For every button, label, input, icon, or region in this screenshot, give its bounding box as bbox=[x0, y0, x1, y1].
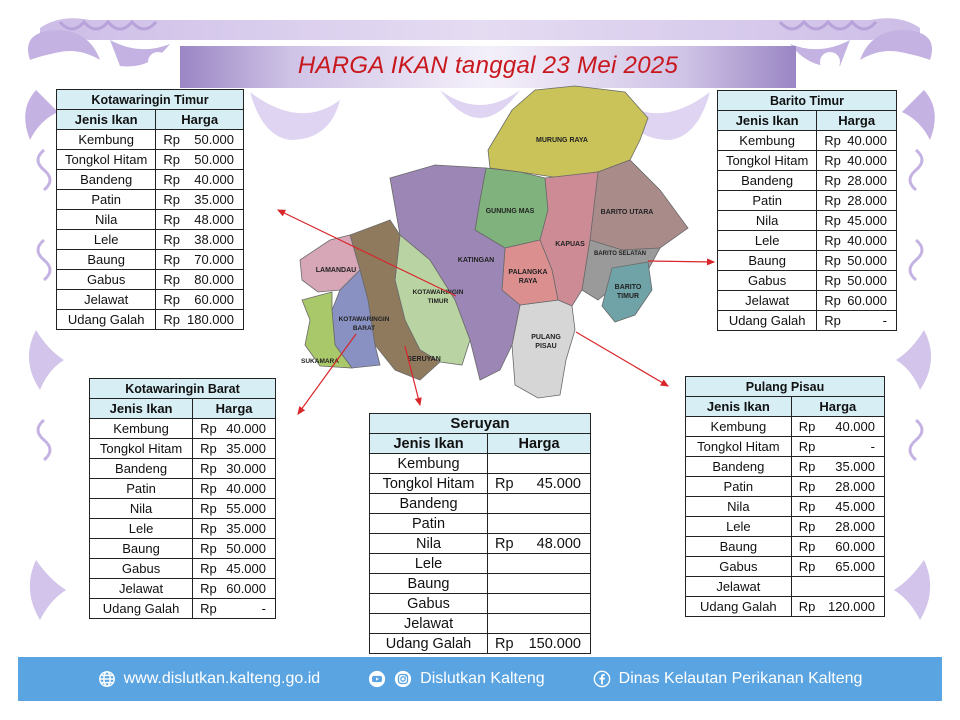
price-value: 38.000 bbox=[194, 232, 234, 247]
price-table-kobar bbox=[89, 378, 276, 619]
currency-label: Rp bbox=[798, 559, 816, 574]
price-value: 60.000 bbox=[847, 293, 887, 308]
table-row bbox=[90, 459, 276, 479]
fish-name: Jelawat bbox=[57, 290, 156, 310]
price-cell bbox=[817, 151, 897, 171]
instagram-icon bbox=[394, 670, 412, 688]
table-row bbox=[370, 634, 591, 654]
currency-label: Rp bbox=[200, 581, 217, 596]
price-value: 80.000 bbox=[194, 272, 234, 287]
facebook-icon bbox=[593, 670, 611, 688]
footer-website[interactable] bbox=[98, 670, 321, 688]
table-row bbox=[686, 557, 885, 577]
fish-name: Kembung bbox=[90, 419, 193, 439]
price-value: 65.000 bbox=[835, 559, 875, 574]
price-cell bbox=[156, 170, 244, 190]
currency-label: Rp bbox=[824, 133, 841, 148]
price-cell bbox=[156, 230, 244, 250]
price-cell bbox=[791, 457, 884, 477]
fish-name: Patin bbox=[686, 477, 792, 497]
currency-label: Rp bbox=[163, 272, 180, 287]
table-row bbox=[57, 190, 244, 210]
footer-website-text: www.dislutkan.kalteng.go.id bbox=[123, 670, 321, 687]
currency-label: Rp bbox=[798, 599, 816, 614]
price-cell bbox=[193, 499, 276, 519]
price-cell bbox=[791, 417, 884, 437]
price-cell bbox=[791, 477, 884, 497]
fish-name: Jelawat bbox=[686, 577, 792, 597]
map-label-barito-selatan: BARITO SELATAN bbox=[594, 251, 646, 257]
price-value: 28.000 bbox=[835, 479, 875, 494]
price-value: 45.000 bbox=[835, 499, 875, 514]
fish-name: Nila bbox=[57, 210, 156, 230]
price-value: 60.000 bbox=[226, 581, 266, 596]
table-row bbox=[370, 474, 591, 494]
table-row bbox=[57, 230, 244, 250]
table-row bbox=[57, 310, 244, 330]
fish-name: Gabus bbox=[90, 559, 193, 579]
currency-label: Rp bbox=[200, 461, 217, 476]
map-label-barito-timur-2: TIMUR bbox=[616, 293, 640, 300]
map-label-seruyan: SERUYAN bbox=[407, 356, 441, 363]
map-label-palangka-raya-2: RAYA bbox=[518, 278, 538, 285]
col-header-fish: Jenis Ikan bbox=[57, 110, 156, 130]
fish-name: Bandeng bbox=[718, 171, 817, 191]
price-cell bbox=[156, 130, 244, 150]
table-row bbox=[90, 599, 276, 619]
fish-name: Baung bbox=[370, 574, 488, 594]
currency-label: Rp bbox=[163, 232, 180, 247]
fish-name: Lele bbox=[57, 230, 156, 250]
footer-facebook[interactable] bbox=[593, 670, 863, 688]
map-label-lamandau: LAMANDAU bbox=[315, 267, 357, 274]
price-cell bbox=[488, 534, 591, 554]
fish-name: Bandeng bbox=[57, 170, 156, 190]
price-value: 50.000 bbox=[194, 152, 234, 167]
table-row bbox=[686, 497, 885, 517]
price-cell bbox=[791, 497, 884, 517]
currency-label: Rp bbox=[200, 561, 217, 576]
map-label-kotim-1: KOTAWARINGIN bbox=[412, 289, 464, 296]
fish-name: Baung bbox=[90, 539, 193, 559]
price-cell bbox=[156, 270, 244, 290]
price-cell bbox=[488, 554, 591, 574]
map-label-kobar-1: KOTAWARINGIN bbox=[338, 316, 390, 323]
price-value: 35.000 bbox=[194, 192, 234, 207]
currency-label: Rp bbox=[495, 635, 514, 652]
map-label-sukamara: SUKAMARA bbox=[301, 358, 339, 365]
fish-name: Tongkol Hitam bbox=[57, 150, 156, 170]
fish-name: Lele bbox=[718, 231, 817, 251]
fish-name: Tongkol Hitam bbox=[90, 439, 193, 459]
price-value: 55.000 bbox=[226, 501, 266, 516]
price-value: 48.000 bbox=[536, 535, 581, 552]
price-value: - bbox=[870, 439, 875, 454]
price-value: 40.000 bbox=[194, 172, 234, 187]
price-cell bbox=[193, 479, 276, 499]
price-cell bbox=[791, 557, 884, 577]
price-value: 30.000 bbox=[226, 461, 266, 476]
fish-name: Jelawat bbox=[90, 579, 193, 599]
currency-label: Rp bbox=[824, 313, 841, 328]
youtube-icon bbox=[368, 670, 386, 688]
table-row bbox=[718, 191, 897, 211]
currency-label: Rp bbox=[163, 152, 180, 167]
table-row bbox=[57, 170, 244, 190]
table-row bbox=[90, 559, 276, 579]
table-row bbox=[686, 437, 885, 457]
fish-name: Gabus bbox=[370, 594, 488, 614]
price-cell bbox=[791, 517, 884, 537]
fish-name: Tongkol Hitam bbox=[686, 437, 792, 457]
price-cell bbox=[817, 231, 897, 251]
price-cell bbox=[156, 190, 244, 210]
table-row bbox=[686, 577, 885, 597]
map-label-pulang-pisau-1: PULANG bbox=[531, 334, 561, 341]
region-title-kobar: Kotawaringin Barat bbox=[90, 379, 276, 399]
price-value: 40.000 bbox=[847, 153, 887, 168]
table-row bbox=[718, 311, 897, 331]
price-value: 40.000 bbox=[835, 419, 875, 434]
fish-name: Kembung bbox=[57, 130, 156, 150]
currency-label: Rp bbox=[824, 173, 841, 188]
currency-label: Rp bbox=[824, 153, 841, 168]
table-row bbox=[370, 574, 591, 594]
table-row bbox=[57, 210, 244, 230]
table-row bbox=[370, 534, 591, 554]
price-table-kotim bbox=[56, 89, 244, 330]
price-cell bbox=[488, 514, 591, 534]
price-cell bbox=[791, 537, 884, 557]
map-region-barito-utara bbox=[590, 160, 688, 250]
table-row bbox=[686, 477, 885, 497]
currency-label: Rp bbox=[200, 501, 217, 516]
map-label-palangka-raya-1: PALANGKA bbox=[508, 269, 548, 276]
col-header-fish: Jenis Ikan bbox=[370, 434, 488, 454]
fish-name: Patin bbox=[90, 479, 193, 499]
table-row bbox=[718, 211, 897, 231]
currency-label: Rp bbox=[163, 172, 180, 187]
price-value: 180.000 bbox=[187, 312, 234, 327]
table-row bbox=[370, 614, 591, 634]
currency-label: Rp bbox=[200, 541, 217, 556]
price-value: 28.000 bbox=[835, 519, 875, 534]
table-row bbox=[370, 454, 591, 474]
price-cell bbox=[488, 454, 591, 474]
fish-name: Patin bbox=[718, 191, 817, 211]
price-value: 45.000 bbox=[226, 561, 266, 576]
price-cell bbox=[193, 539, 276, 559]
fish-name: Nila bbox=[718, 211, 817, 231]
price-table-bartim bbox=[717, 90, 897, 331]
price-cell bbox=[488, 574, 591, 594]
fish-name: Udang Galah bbox=[57, 310, 156, 330]
table-row bbox=[686, 417, 885, 437]
map-label-barito-utara: BARITO UTARA bbox=[600, 209, 654, 216]
price-value: 50.000 bbox=[847, 253, 887, 268]
price-value: 150.000 bbox=[528, 635, 581, 652]
price-cell bbox=[817, 131, 897, 151]
table-row bbox=[718, 131, 897, 151]
map-label-kobar-2: BARAT bbox=[352, 325, 376, 332]
currency-label: Rp bbox=[163, 252, 180, 267]
price-cell bbox=[488, 474, 591, 494]
currency-label: Rp bbox=[824, 193, 841, 208]
price-cell bbox=[193, 519, 276, 539]
table-row bbox=[90, 539, 276, 559]
price-value: 45.000 bbox=[536, 475, 581, 492]
currency-label: Rp bbox=[798, 539, 816, 554]
fish-name: Lele bbox=[90, 519, 193, 539]
col-header-fish: Jenis Ikan bbox=[90, 399, 193, 419]
region-title-kotim: Kotawaringin Timur bbox=[57, 90, 244, 110]
price-value: 35.000 bbox=[226, 441, 266, 456]
fish-name: Nila bbox=[686, 497, 792, 517]
footer-bar bbox=[18, 657, 942, 701]
table-row bbox=[90, 499, 276, 519]
price-cell bbox=[156, 150, 244, 170]
table-row bbox=[90, 579, 276, 599]
price-value: 40.000 bbox=[226, 421, 266, 436]
price-cell bbox=[817, 171, 897, 191]
fish-name: Kembung bbox=[686, 417, 792, 437]
price-cell bbox=[817, 311, 897, 331]
currency-label: Rp bbox=[163, 312, 180, 327]
fish-name: Lele bbox=[686, 517, 792, 537]
currency-label: Rp bbox=[163, 212, 180, 227]
price-cell bbox=[488, 634, 591, 654]
price-value: 50.000 bbox=[226, 541, 266, 556]
price-value: 60.000 bbox=[835, 539, 875, 554]
fish-name: Patin bbox=[57, 190, 156, 210]
currency-label: Rp bbox=[824, 273, 841, 288]
footer-social-text: Dislutkan Kalteng bbox=[420, 670, 545, 687]
table-row bbox=[686, 517, 885, 537]
price-value: 48.000 bbox=[194, 212, 234, 227]
fish-name: Baung bbox=[718, 251, 817, 271]
price-cell bbox=[488, 594, 591, 614]
fish-name: Kembung bbox=[718, 131, 817, 151]
col-header-price: Harga bbox=[156, 110, 244, 130]
fish-name: Lele bbox=[370, 554, 488, 574]
table-row bbox=[90, 479, 276, 499]
currency-label: Rp bbox=[200, 421, 217, 436]
fish-name: Baung bbox=[57, 250, 156, 270]
currency-label: Rp bbox=[200, 601, 217, 616]
table-row bbox=[370, 554, 591, 574]
currency-label: Rp bbox=[824, 213, 841, 228]
price-cell bbox=[193, 559, 276, 579]
region-map bbox=[290, 82, 700, 412]
table-row bbox=[718, 271, 897, 291]
currency-label: Rp bbox=[824, 233, 841, 248]
col-header-price: Harga bbox=[791, 397, 884, 417]
map-label-murung-raya: MURUNG RAYA bbox=[536, 137, 588, 144]
price-cell bbox=[193, 579, 276, 599]
table-row bbox=[57, 270, 244, 290]
currency-label: Rp bbox=[163, 292, 180, 307]
currency-label: Rp bbox=[824, 253, 841, 268]
col-header-price: Harga bbox=[817, 111, 897, 131]
currency-label: Rp bbox=[495, 475, 514, 492]
fish-name: Nila bbox=[90, 499, 193, 519]
price-value: 35.000 bbox=[835, 459, 875, 474]
table-row bbox=[718, 231, 897, 251]
table-row bbox=[57, 150, 244, 170]
col-header-fish: Jenis Ikan bbox=[718, 111, 817, 131]
col-header-price: Harga bbox=[488, 434, 591, 454]
table-row bbox=[370, 494, 591, 514]
price-cell bbox=[193, 599, 276, 619]
price-value: 35.000 bbox=[226, 521, 266, 536]
table-row bbox=[90, 519, 276, 539]
currency-label: Rp bbox=[163, 192, 180, 207]
currency-label: Rp bbox=[798, 459, 816, 474]
price-cell bbox=[156, 290, 244, 310]
currency-label: Rp bbox=[798, 519, 816, 534]
price-value: 70.000 bbox=[194, 252, 234, 267]
region-title-seruyan: Seruyan bbox=[370, 414, 591, 434]
price-cell bbox=[156, 250, 244, 270]
map-label-kapuas: KAPUAS bbox=[555, 241, 585, 248]
price-value: 60.000 bbox=[194, 292, 234, 307]
table-row bbox=[718, 291, 897, 311]
currency-label: Rp bbox=[200, 481, 217, 496]
fish-name: Gabus bbox=[57, 270, 156, 290]
table-row bbox=[90, 419, 276, 439]
price-value: 50.000 bbox=[194, 132, 234, 147]
price-value: 28.000 bbox=[847, 193, 887, 208]
price-cell bbox=[817, 191, 897, 211]
currency-label: Rp bbox=[495, 535, 514, 552]
currency-label: Rp bbox=[798, 419, 816, 434]
currency-label: Rp bbox=[824, 293, 841, 308]
fish-name: Jelawat bbox=[370, 614, 488, 634]
fish-name: Nila bbox=[370, 534, 488, 554]
fish-name: Kembung bbox=[370, 454, 488, 474]
footer-social[interactable] bbox=[368, 670, 545, 688]
fish-name: Jelawat bbox=[718, 291, 817, 311]
map-label-katingan: KATINGAN bbox=[457, 257, 495, 264]
currency-label: Rp bbox=[163, 132, 180, 147]
fish-name: Udang Galah bbox=[90, 599, 193, 619]
table-row bbox=[686, 457, 885, 477]
price-table-pulpis bbox=[685, 376, 885, 617]
fish-name: Udang Galah bbox=[686, 597, 792, 617]
footer-facebook-text: Dinas Kelautan Perikanan Kalteng bbox=[618, 670, 863, 687]
table-row bbox=[686, 597, 885, 617]
col-header-price: Harga bbox=[193, 399, 276, 419]
currency-label: Rp bbox=[200, 521, 217, 536]
price-table-seruyan bbox=[369, 413, 591, 654]
map-label-pulang-pisau-2: PISAU bbox=[535, 343, 557, 350]
fish-name: Udang Galah bbox=[718, 311, 817, 331]
price-value: 40.000 bbox=[226, 481, 266, 496]
region-title-pulpis: Pulang Pisau bbox=[686, 377, 885, 397]
price-cell bbox=[156, 210, 244, 230]
fish-name: Gabus bbox=[686, 557, 792, 577]
price-cell bbox=[488, 614, 591, 634]
price-value: - bbox=[882, 313, 887, 328]
price-cell bbox=[193, 419, 276, 439]
price-value: - bbox=[261, 601, 266, 616]
table-row bbox=[57, 290, 244, 310]
fish-name: Patin bbox=[370, 514, 488, 534]
fish-name: Baung bbox=[686, 537, 792, 557]
fish-name: Gabus bbox=[718, 271, 817, 291]
price-cell bbox=[817, 211, 897, 231]
map-label-gunung-mas: GUNUNG MAS bbox=[485, 208, 535, 215]
price-value: 28.000 bbox=[847, 173, 887, 188]
table-row bbox=[718, 151, 897, 171]
price-value: 120.000 bbox=[828, 599, 875, 614]
table-row bbox=[370, 594, 591, 614]
currency-label: Rp bbox=[798, 499, 816, 514]
fish-name: Tongkol Hitam bbox=[370, 474, 488, 494]
currency-label: Rp bbox=[798, 479, 816, 494]
fish-name: Bandeng bbox=[686, 457, 792, 477]
price-value: 45.000 bbox=[847, 213, 887, 228]
col-header-fish: Jenis Ikan bbox=[686, 397, 792, 417]
fish-name: Bandeng bbox=[90, 459, 193, 479]
price-cell bbox=[817, 291, 897, 311]
price-cell bbox=[791, 597, 884, 617]
price-value: 40.000 bbox=[847, 133, 887, 148]
price-cell bbox=[156, 310, 244, 330]
price-value: 50.000 bbox=[847, 273, 887, 288]
price-cell bbox=[193, 459, 276, 479]
price-cell bbox=[791, 437, 884, 457]
globe-icon bbox=[98, 670, 116, 688]
page-title: HARGA IKAN tanggal 23 Mei 2025 bbox=[297, 52, 679, 79]
price-cell bbox=[791, 577, 884, 597]
price-cell bbox=[817, 251, 897, 271]
map-label-barito-timur-1: BARITO bbox=[614, 284, 642, 291]
price-cell bbox=[193, 439, 276, 459]
table-row bbox=[57, 130, 244, 150]
price-cell bbox=[488, 494, 591, 514]
fish-name: Udang Galah bbox=[370, 634, 488, 654]
fish-name: Tongkol Hitam bbox=[718, 151, 817, 171]
table-row bbox=[57, 250, 244, 270]
fish-name: Bandeng bbox=[370, 494, 488, 514]
table-row bbox=[718, 251, 897, 271]
currency-label: Rp bbox=[200, 441, 217, 456]
currency-label: Rp bbox=[798, 439, 816, 454]
price-cell bbox=[817, 271, 897, 291]
price-value: 40.000 bbox=[847, 233, 887, 248]
region-title-bartim: Barito Timur bbox=[718, 91, 897, 111]
table-row bbox=[718, 171, 897, 191]
map-label-kotim-2: TIMUR bbox=[427, 298, 449, 305]
table-row bbox=[90, 439, 276, 459]
table-row bbox=[686, 537, 885, 557]
table-row bbox=[370, 514, 591, 534]
